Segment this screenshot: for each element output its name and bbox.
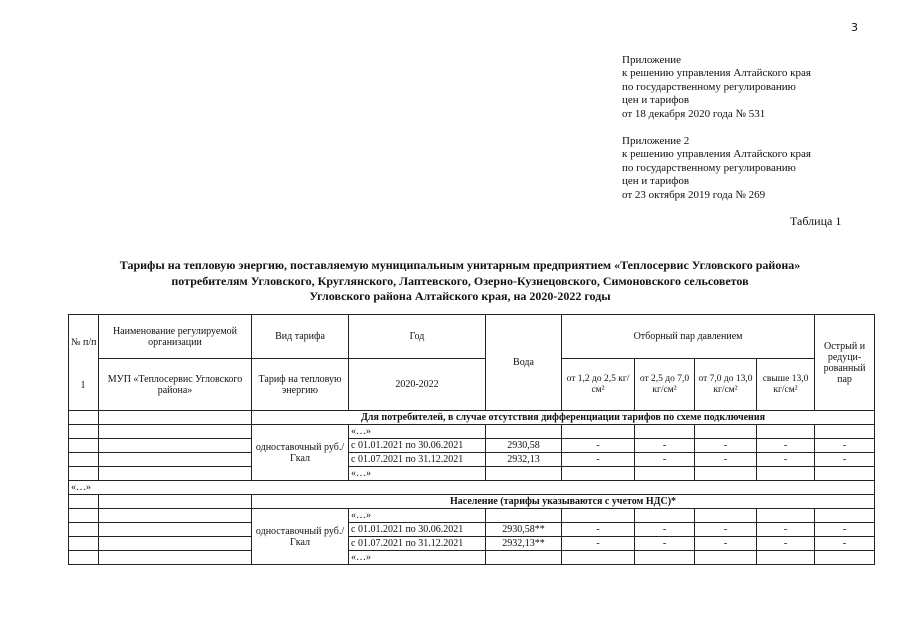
water-value: 2930,58** bbox=[486, 523, 562, 537]
ellipsis: «…» bbox=[349, 467, 486, 481]
empty-cell bbox=[99, 425, 252, 439]
water-value: 2932,13 bbox=[486, 453, 562, 467]
row1-years: 2020-2022 bbox=[349, 359, 486, 411]
section-2-title: Население (тарифы указываются с учетом НДС)* bbox=[252, 495, 875, 509]
empty-cell bbox=[815, 551, 875, 565]
appendix-1-line: от 18 декабря 2020 года № 531 bbox=[622, 107, 766, 120]
appendix-1-line: к решению управления Алтайского края bbox=[622, 67, 811, 80]
empty-cell bbox=[635, 551, 695, 565]
water-value: 2930,58 bbox=[486, 439, 562, 453]
appendix-1-line: Приложение bbox=[622, 54, 682, 66]
dash-cell: - bbox=[815, 537, 875, 551]
empty-cell bbox=[486, 425, 562, 439]
between-ellipsis: «…» bbox=[69, 481, 875, 495]
empty-cell bbox=[69, 495, 99, 509]
dash-cell: - bbox=[635, 537, 695, 551]
empty-cell bbox=[69, 439, 99, 453]
dash-cell: - bbox=[757, 523, 815, 537]
period-cell: с 01.07.2021 по 31.12.2021 bbox=[349, 537, 486, 551]
dash-cell: - bbox=[695, 537, 757, 551]
title-line: Угловского района Алтайского края, на 2020-2022 годы bbox=[309, 289, 611, 303]
header-steam-col: от 1,2 до 2,5 кг/см² bbox=[562, 359, 635, 411]
empty-cell bbox=[99, 467, 252, 481]
empty-cell bbox=[635, 425, 695, 439]
dash-cell: - bbox=[757, 439, 815, 453]
dash-cell: - bbox=[815, 453, 875, 467]
dash-cell: - bbox=[562, 523, 635, 537]
appendix-2-line: по государственному регулированию bbox=[622, 161, 796, 174]
empty-cell bbox=[562, 425, 635, 439]
header-year: Год bbox=[349, 315, 486, 359]
empty-cell bbox=[69, 411, 99, 425]
empty-cell bbox=[99, 523, 252, 537]
empty-cell bbox=[757, 425, 815, 439]
empty-cell bbox=[69, 425, 99, 439]
water-value: 2932,13** bbox=[486, 537, 562, 551]
appendix-2-line: Приложение 2 bbox=[622, 135, 690, 147]
section-1-title: Для потребителей, в случае отсутствия дифференциации тарифов по схеме подключения bbox=[252, 411, 875, 425]
empty-cell bbox=[562, 551, 635, 565]
empty-cell bbox=[99, 439, 252, 453]
title-line: Тарифы на тепловую энергию, поставляемую муниципальным унитарным предприятием «Теплосервис Угловского района» bbox=[119, 258, 801, 272]
appendix-1-line: по государственному регулированию bbox=[622, 80, 796, 93]
empty-cell bbox=[99, 509, 252, 523]
empty-cell bbox=[562, 509, 635, 523]
section-1-tariff-label: одноставочный руб./Гкал bbox=[252, 425, 349, 481]
empty-cell bbox=[99, 411, 252, 425]
dash-cell: - bbox=[757, 537, 815, 551]
title-line: потребителям Угловского, Круглянского, Лаптевского, Озерно-Кузнецовского, Симоновского сельсоветов bbox=[171, 273, 749, 288]
empty-cell bbox=[695, 425, 757, 439]
header-steam-col: от 7,0 до 13,0 кг/см² bbox=[695, 359, 757, 411]
row1-num: 1 bbox=[80, 379, 86, 391]
empty-cell bbox=[695, 551, 757, 565]
empty-cell bbox=[757, 509, 815, 523]
empty-cell bbox=[69, 537, 99, 551]
empty-cell bbox=[815, 467, 875, 481]
appendix-2-line: к решению управления Алтайского края bbox=[622, 148, 811, 161]
empty-cell bbox=[99, 453, 252, 467]
empty-cell bbox=[69, 467, 99, 481]
dash-cell: - bbox=[562, 453, 635, 467]
ellipsis: «…» bbox=[349, 425, 486, 439]
empty-cell bbox=[69, 453, 99, 467]
appendix-2-line: от 23 октября 2019 года № 269 bbox=[622, 188, 766, 201]
dash-cell: - bbox=[635, 453, 695, 467]
empty-cell bbox=[815, 509, 875, 523]
section-2-tariff-label: одноставочный руб./Гкал bbox=[252, 509, 349, 565]
header-sharp-steam: Острый и редуци-рованный пар bbox=[815, 315, 875, 411]
ellipsis: «…» bbox=[349, 551, 486, 565]
dash-cell: - bbox=[562, 537, 635, 551]
empty-cell bbox=[69, 551, 99, 565]
empty-cell bbox=[99, 537, 252, 551]
empty-cell bbox=[815, 425, 875, 439]
row1-tariff: Тариф на тепловую энергию bbox=[252, 359, 349, 411]
header-num: № п/п bbox=[69, 315, 99, 411]
empty-cell bbox=[486, 509, 562, 523]
appendix-2 bbox=[622, 135, 811, 202]
row1-org: МУП «Теплосервис Угловского района» bbox=[99, 359, 252, 411]
period-cell: с 01.01.2021 по 30.06.2021 bbox=[349, 523, 486, 537]
document-title bbox=[60, 258, 860, 305]
empty-cell bbox=[757, 467, 815, 481]
dash-cell: - bbox=[695, 439, 757, 453]
dash-cell: - bbox=[562, 439, 635, 453]
table-label: Таблица 1 bbox=[790, 214, 842, 228]
empty-cell bbox=[757, 551, 815, 565]
empty-cell bbox=[486, 467, 562, 481]
empty-cell bbox=[635, 509, 695, 523]
ellipsis: «…» bbox=[349, 509, 486, 523]
header-steam-col: свыше 13,0 кг/см² bbox=[757, 359, 815, 411]
period-cell: с 01.01.2021 по 30.06.2021 bbox=[349, 439, 486, 453]
empty-cell bbox=[99, 551, 252, 565]
dash-cell: - bbox=[635, 439, 695, 453]
dash-cell: - bbox=[695, 453, 757, 467]
empty-cell bbox=[562, 467, 635, 481]
empty-cell bbox=[99, 495, 252, 509]
header-steam: Отборный пар давлением bbox=[562, 315, 815, 359]
dash-cell: - bbox=[695, 523, 757, 537]
appendix-1-line: цен и тарифов bbox=[622, 94, 690, 107]
dash-cell: - bbox=[815, 523, 875, 537]
header-water: Вода bbox=[486, 315, 562, 411]
empty-cell bbox=[635, 467, 695, 481]
dash-cell: - bbox=[815, 439, 875, 453]
appendix-2-line: цен и тарифов bbox=[622, 175, 690, 188]
empty-cell bbox=[486, 551, 562, 565]
dash-cell: - bbox=[757, 453, 815, 467]
empty-cell bbox=[695, 467, 757, 481]
header-tariff-type: Вид тарифа bbox=[252, 315, 349, 359]
empty-cell bbox=[69, 509, 99, 523]
empty-cell bbox=[69, 523, 99, 537]
empty-cell bbox=[695, 509, 757, 523]
tariff-table bbox=[68, 314, 875, 565]
dash-cell: - bbox=[635, 523, 695, 537]
page-number: 3 bbox=[851, 21, 858, 34]
header-org: Наименование регулируемой организации bbox=[99, 315, 252, 359]
period-cell: с 01.07.2021 по 31.12.2021 bbox=[349, 453, 486, 467]
appendix-1 bbox=[622, 54, 811, 121]
header-steam-col: от 2,5 до 7,0 кг/см² bbox=[635, 359, 695, 411]
